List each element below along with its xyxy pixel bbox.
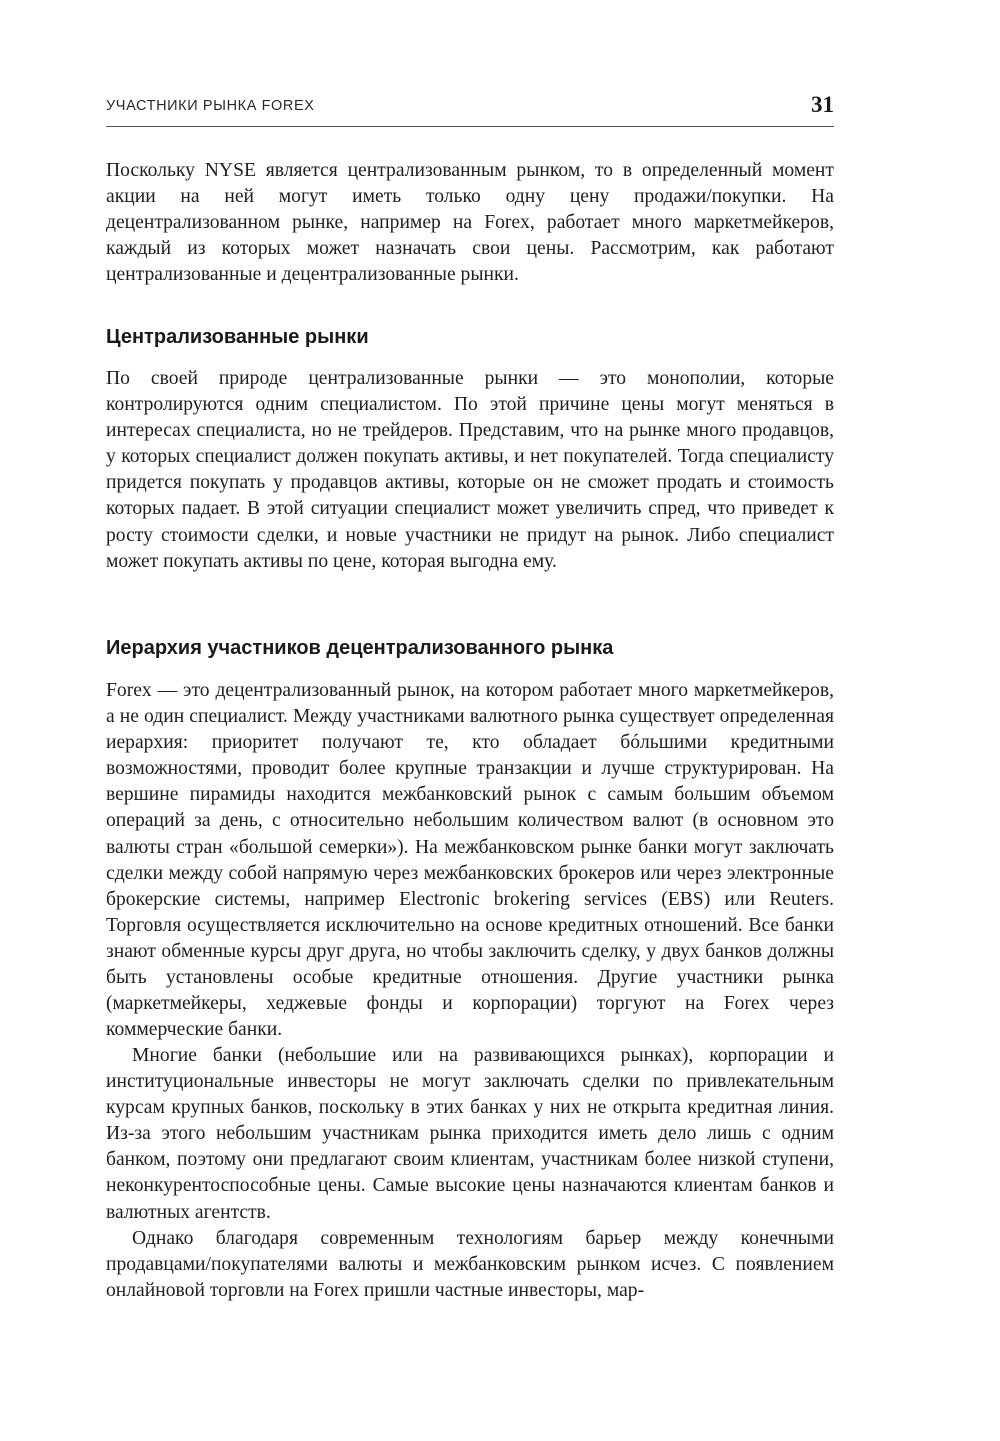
page-header [106,92,834,127]
running-title: УЧАСТНИКИ РЫНКА FOREX [106,98,315,114]
paragraph-hierarchy-1: Forex — это децентрализованный рынок, на котором работает много маркетмейкеров, а не один специалист. Между участниками валютного рынка существует определенная иерархия: приоритет получают те, кто обладает бóльшими кредитными возможностями, проводит более крупные транзакции и лучше структурирован. На вершине пирамиды находится межбанковский рынок с самым большим объемом операций за день, с относительно небольшим количеством валют (в основном это валюты стран «большой семерки»). На межбанковском рынке банки могут заключать сделки между собой напрямую через межбанковских брокеров или через электронные брокерские системы, например Electronic brokering services (EBS) или Reuters. Торговля осуществляется исключительно на основе кредитных отношений. Все банки знают обменные курсы друг друга, но чтобы заключить сделку, у двух банков должны быть установлены особые кредитные отношения. Другие участники рынка (маркетмейкеры, хеджевые фонды и корпорации) торгуют на Forex через коммерческие банки. [106,680,834,1041]
paragraph-hierarchy-3: Однако благодаря современным технологиям барьер между конечными продавцами/покупателями валюты и межбанковским рынком исчез. С появлением онлайновой торговли на Forex пришли частные инвесторы, мар- [106,1228,834,1302]
heading-centralized-markets: Централизованные рынки [106,326,369,348]
paragraph-intro: Поскольку NYSE является централизованным рынком, то в определенный момент акции на ней могут иметь только одну цену продажи/покупки. На децентрализованном рынке, например на Forex, работает много маркетмейкеров, каждый из которых может назначать свои цены. Рассмотрим, как работают централизованные и децентрализованные рынки. [106,160,834,286]
paragraph-hierarchy-2: Многие банки (небольшие или на развивающихся рынках), корпорации и институциональные инвесторы не могут заключать сделки по привлекательным курсам крупных банков, поскольку в этих банках у них не открыта кредитная линия. Из-за этого небольшим участникам рынка приходится иметь дело лишь с одним банком, поэтому они предлагают своим клиентам, участникам более низкой ступени, неконкурентоспособные цены. Самые высокие цены назначаются клиентам банков и валютных агентств. [106,1045,834,1223]
page-number: 31 [811,92,834,117]
heading-market-hierarchy: Иерархия участников децентрализованного рынка [106,637,614,659]
paragraph-centralized-markets: По своей природе централизованные рынки — это монополии, которые контролируются одним специалистом. По этой причине цены могут меняться в интересах специалиста, но не трейдеров. Представим, что на рынке много продавцов, у которых специалист должен покупать активы, и нет покупателей. Тогда специалисту придется покупать у продавцов активы, которые он не сможет продать и стоимость которых падает. В этой ситуации специалист может увеличить спред, что приведет к росту стоимости сделки, и новые участники не придут на рынок. Либо специалист может покупать активы по цене, которая выгодна ему. [106,368,834,572]
